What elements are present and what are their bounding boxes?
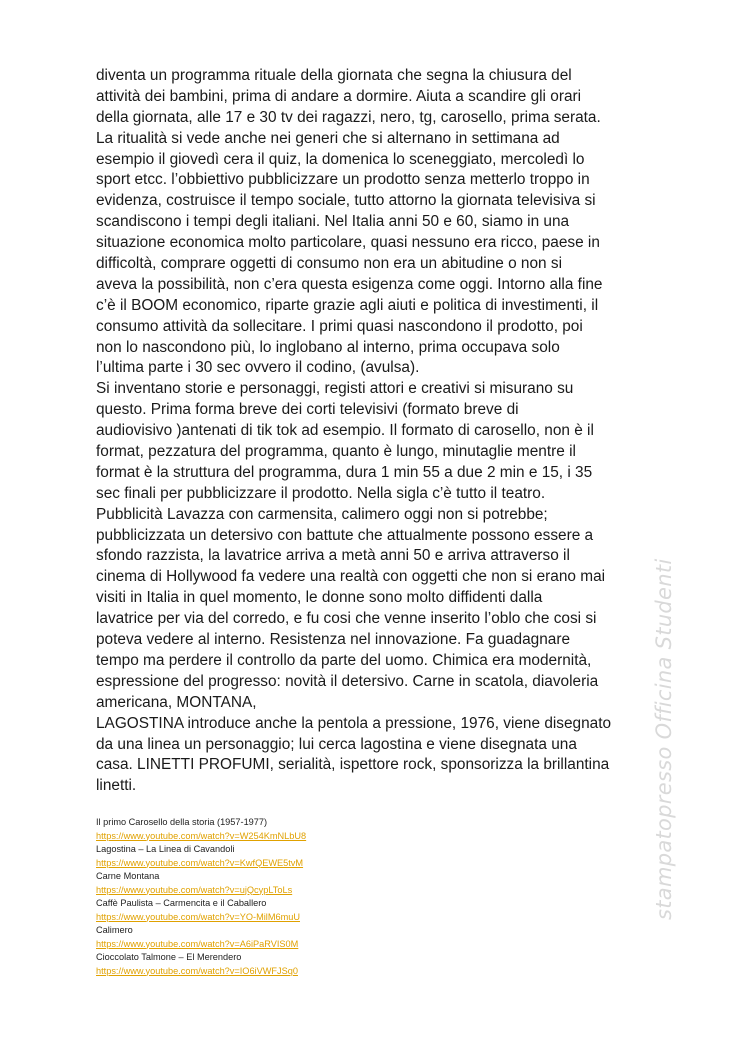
text-line: aveva la possibilità, non c’era questa esigenza come oggi. Intorno alla fine [96, 275, 603, 293]
text-line: scandiscono i tempi degli italiani. Nel Italia anni 50 e 60, siamo in una [96, 213, 570, 231]
reference-link[interactable]: https://www.youtube.com/watch?v=ujQcypLToLs [96, 884, 293, 895]
text-line: questo. Prima forma breve dei corti televisivi (formato breve di [96, 401, 519, 419]
text-line: cinema di Hollywood fa vedere una realtà con oggetti che non si erano mai [96, 568, 606, 586]
text-line: sport etcc. l’obbiettivo pubblicizzare un prodotto senza metterlo troppo in [96, 171, 590, 189]
text-line: evidenza, costruisce il tempo sociale, tutto attorno la giornata televisiva si [96, 192, 596, 210]
text-line: LAGOSTINA introduce anche la pentola a pressione, 1976, viene disegnato [96, 714, 612, 732]
reference-link[interactable]: https://www.youtube.com/watch?v=W254KmNLbU8 [96, 830, 307, 841]
text-line: esempio il giovedì cera il quiz, la domenica lo sceneggiato, mercoledì lo [96, 150, 585, 168]
reference-title: Cioccolato Talmone – El Merendero [96, 952, 242, 962]
text-line: visiti in Italia in quel momento, le donne sono molto diffidenti dalla [96, 589, 543, 607]
reference-item [96, 924, 516, 951]
text-line: l’ultima parte i 30 sec ovvero il codino, (avulsa). [96, 359, 420, 377]
text-line: americana, MONTANA, [96, 693, 257, 711]
reference-title: Caffè Paulista – Carmencita e il Caballero [96, 898, 267, 908]
text-line: linetti. [96, 777, 137, 795]
reference-link[interactable]: https://www.youtube.com/watch?v=A6iPaRVIS0M [96, 938, 299, 949]
text-line: sec finali per pubblicizzare il prodotto. Nella sigla c’è tutto il teatro. [96, 484, 546, 502]
reference-link[interactable]: https://www.youtube.com/watch?v=YO-MilM6muU [96, 911, 300, 922]
text-line: Si inventano storie e personaggi, registi attori e creativi si misurano su [96, 380, 574, 398]
text-line: La ritualità si vede anche nei generi che si alternano in settimana ad [96, 129, 560, 147]
reference-link[interactable]: https://www.youtube.com/watch?v=IO6iVWFJSq0 [96, 965, 298, 976]
text-line: della giornata, alle 17 e 30 tv dei ragazzi, nero, tg, carosello, prima serata. [96, 108, 601, 126]
reference-item [96, 843, 516, 870]
text-line: format è la struttura del programma, dura 1 min 55 a due 2 min e 15, i 35 [96, 463, 593, 481]
reference-title: Calimero [96, 925, 133, 935]
text-line: pubblicizzata un detersivo con battute che attualmente possono essere a [96, 526, 594, 544]
reference-title: Lagostina – La Linea di Cavandoli [96, 844, 235, 854]
text-line: format, pezzatura del programma, quanto è lungo, minutaglie mentre il [96, 443, 576, 461]
text-line: tempo ma perdere il controllo da parte del uomo. Chimica era modernità, [96, 651, 592, 669]
text-line: Pubblicità Lavazza con carmensita, calimero oggi non si potrebbe; [96, 505, 548, 523]
reference-item [96, 897, 516, 924]
text-line: da una linea un personaggio; lui cerca lagostina e viene disegnata una [96, 735, 577, 753]
print-watermark: stampatopresso Officina Studenti [652, 558, 676, 920]
reference-item [96, 951, 516, 978]
text-line: lavatrice per via del corredo, e fu cosi che venne inserito l’oblo che cosi si [96, 610, 597, 628]
reference-item [96, 816, 516, 843]
reference-title: Il primo Carosello della storia (1957-1977) [96, 817, 268, 827]
reference-list [96, 816, 516, 978]
text-line: audiovisivo )antenati di tik tok ad esempio. Il formato di carosello, non è il [96, 422, 594, 440]
text-line: non lo nascondono più, lo inglobano al interno, prima occupava solo [96, 338, 560, 356]
reference-title: Carne Montana [96, 871, 160, 881]
reference-link[interactable]: https://www.youtube.com/watch?v=KwfQEWE5tvM [96, 857, 304, 868]
text-line: attività dei bambini, prima di andare a dormire. Aiuta a scandire gli orari [96, 87, 582, 105]
text-line: sfondo razzista, la lavatrice arriva a metà anni 50 e arriva attraverso il [96, 547, 570, 565]
text-line: poteva vedere al interno. Resistenza nel innovazione. Fa guadagnare [96, 631, 571, 649]
text-line: c’è il BOOM economico, riparte grazie agli aiuti e politica di investimenti, il [96, 296, 599, 314]
text-line: diventa un programma rituale della giornata che segna la chiusura del [96, 67, 572, 84]
text-line: situazione economica molto particolare, quasi nessuno era ricco, paese in [96, 234, 600, 252]
text-line: consumo attività da sollecitare. I primi quasi nascondono il prodotto, poi [96, 317, 583, 335]
text-line: casa. LINETTI PROFUMI, serialità, ispettore rock, sponsorizza la brillantina [96, 756, 610, 774]
text-line: difficoltà, comprare oggetti di consumo non era un abitudine o non si [96, 255, 563, 273]
reference-item [96, 870, 516, 897]
text-line: espressione del progresso: novità il detersivo. Carne in scatola, diavoleria [96, 672, 599, 690]
body-text [96, 66, 648, 797]
